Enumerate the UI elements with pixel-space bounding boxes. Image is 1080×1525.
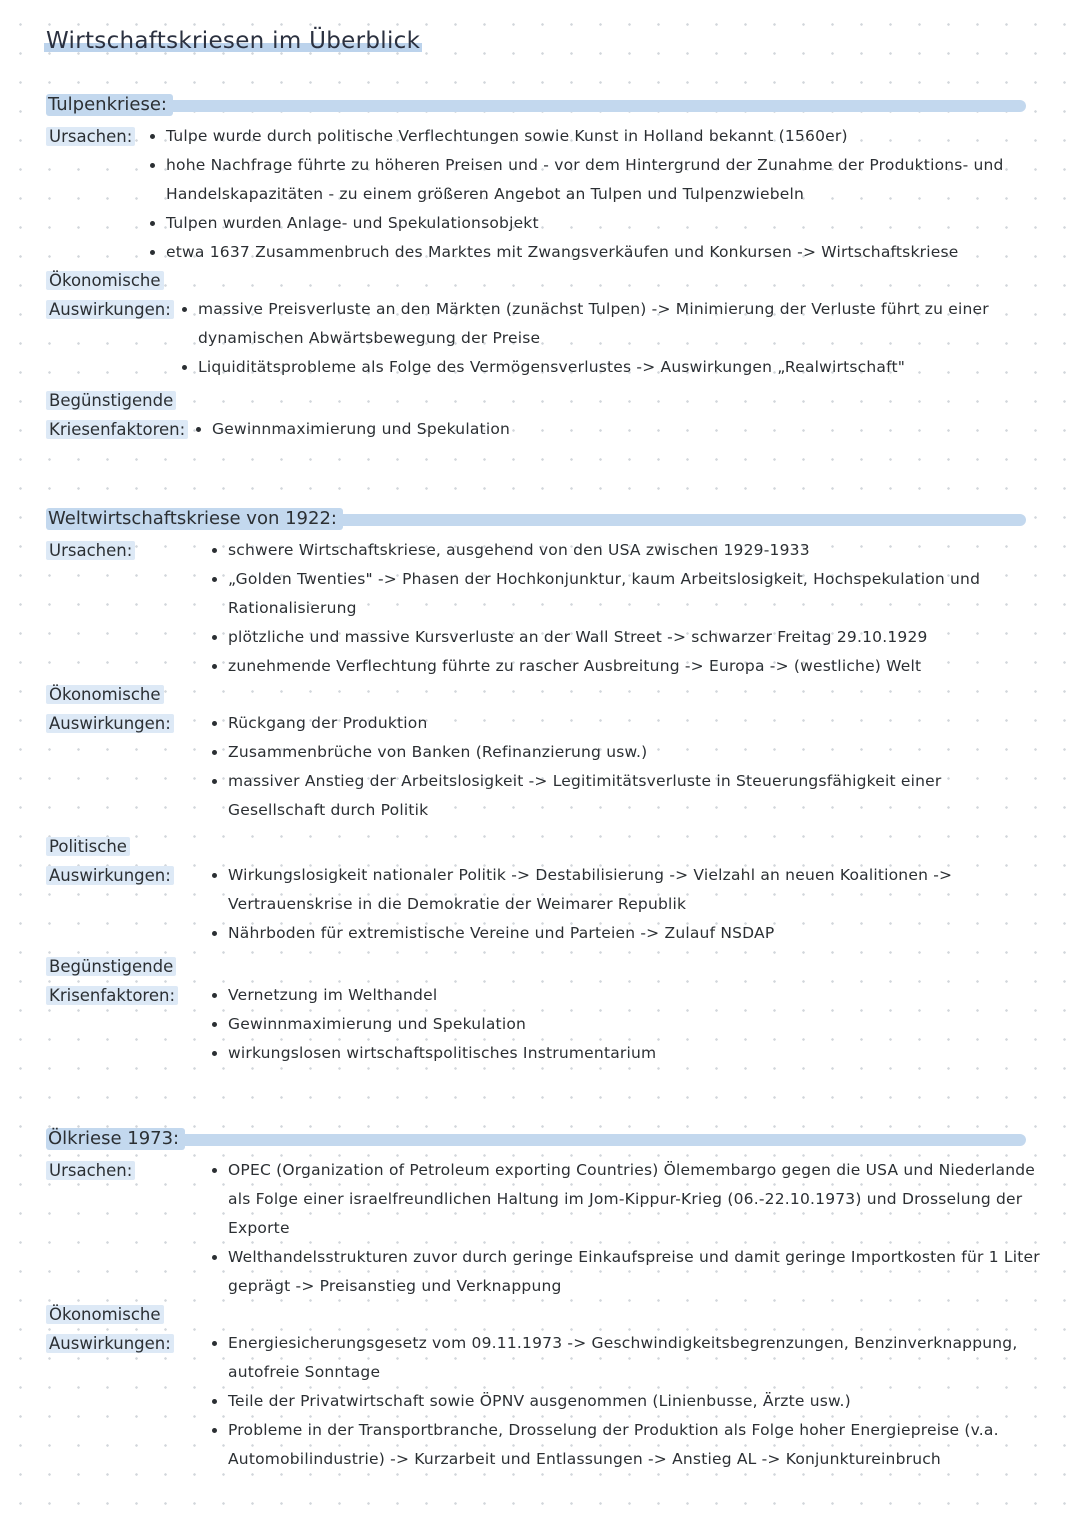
heading-underline: [46, 100, 1026, 112]
list-item: Vernetzung im Welthandel: [210, 981, 1040, 1010]
group-label: Ökonomische Auswirkungen:: [46, 680, 174, 738]
group-label: Ursachen:: [46, 536, 135, 565]
group-label: Begünstigende Kriesenfaktoren:: [46, 386, 188, 444]
item-list: [148, 122, 1040, 267]
list-item: Probleme in der Transportbranche, Drosselung der Produktion als Folge hoher Energiepreise (v.a. Automobilindustrie) -> Kurzarbeit und Entlassungen -> Anstieg AL -> Konjunktureinbruch: [210, 1416, 1040, 1474]
list-item: Tulpe wurde durch politische Verflechtungen sowie Kunst in Holland bekannt (1560er): [148, 122, 1040, 151]
list-item: Energiesicherungsgesetz vom 09.11.1973 -> Geschwindigkeitsbegrenzungen, Benzinverknappung, autofreie Sonntage: [210, 1329, 1040, 1387]
group-label: Ursachen:: [46, 1156, 135, 1185]
section-heading-bar: [46, 508, 1026, 530]
list-item: Gewinnmaximierung und Spekulation: [194, 415, 1040, 444]
section-heading: Ölkriese 1973:: [46, 1128, 185, 1150]
item-list: [210, 861, 1040, 948]
list-item: OPEC (Organization of Petroleum exporting Countries) Ölemembargo gegen die USA und Niederlande als Folge einer israelfreundlichen Haltung im Jom-Kippur-Krieg (06.-22.10.1973) und Drosselung der Exporte: [210, 1156, 1040, 1243]
item-list: [210, 536, 1040, 681]
group-label: Ökonomische Auswirkungen:: [46, 1300, 174, 1358]
section-heading-bar: [46, 1128, 1026, 1150]
group-label: Ökonomische Auswirkungen:: [46, 266, 174, 324]
section-heading-bar: [46, 94, 1026, 116]
page-title: Wirtschaftskriesen im Überblick: [46, 28, 421, 54]
list-item: massive Preisverluste an den Märkten (zunächst Tulpen) -> Minimierung der Verluste führt zu einer dynamischen Abwärtsbewegung der Preise: [180, 295, 1040, 353]
item-list: [210, 1156, 1040, 1301]
list-item: Liquiditätsprobleme als Folge des Vermögensverlustes -> Auswirkungen „Realwirtschaft": [180, 353, 1040, 382]
list-item: Tulpen wurden Anlage- und Spekulationsobjekt: [148, 209, 1040, 238]
item-list: [210, 981, 1040, 1068]
list-item: Rückgang der Produktion: [210, 709, 1040, 738]
list-item: wirkungslosen wirtschaftspolitisches Instrumentarium: [210, 1039, 1040, 1068]
list-item: massiver Anstieg der Arbeitslosigkeit -> Legitimitätsverluste in Steuerungsfähigkeit einer Gesellschaft durch Politik: [210, 767, 1040, 825]
heading-underline: [46, 1134, 1026, 1146]
item-list: [194, 415, 1040, 444]
list-item: Gewinnmaximierung und Spekulation: [210, 1010, 1040, 1039]
list-item: plötzliche und massive Kursverluste an der Wall Street -> schwarzer Freitag 29.10.1929: [210, 623, 1040, 652]
item-list: [180, 295, 1040, 382]
list-item: hohe Nachfrage führte zu höheren Preisen und - vor dem Hintergrund der Zunahme der Produktions- und Handelskapazitäten - zu einem größeren Angebot an Tulpen und Tulpenzwiebeln: [148, 151, 1040, 209]
item-list: [210, 709, 1040, 825]
section-heading: Weltwirtschaftskriese von 1922:: [46, 508, 343, 530]
section-heading: Tulpenkriese:: [46, 94, 173, 116]
list-item: Welthandelsstrukturen zuvor durch geringe Einkaufspreise und damit geringe Importkosten für 1 Liter geprägt -> Preisanstieg und Verknappung: [210, 1243, 1040, 1301]
list-item: „Golden Twenties" -> Phasen der Hochkonjunktur, kaum Arbeitslosigkeit, Hochspekulation und Rationalisierung: [210, 565, 1040, 623]
list-item: Teile der Privatwirtschaft sowie ÖPNV ausgenommen (Linienbusse, Ärzte usw.): [210, 1387, 1040, 1416]
list-item: Nährboden für extremistische Vereine und Parteien -> Zulauf NSDAP: [210, 919, 1040, 948]
item-list: [210, 1329, 1040, 1474]
list-item: schwere Wirtschaftskriese, ausgehend von den USA zwischen 1929-1933: [210, 536, 1040, 565]
group-label: Begünstigende Krisenfaktoren:: [46, 952, 178, 1010]
list-item: Wirkungslosigkeit nationaler Politik -> Destabilisierung -> Vielzahl an neuen Koalitionen -> Vertrauenskrise in die Demokratie der Weimarer Republik: [210, 861, 1040, 919]
list-item: zunehmende Verflechtung führte zu rascher Ausbreitung -> Europa -> (westliche) Welt: [210, 652, 1040, 681]
list-item: etwa 1637 Zusammenbruch des Marktes mit Zwangsverkäufen und Konkursen -> Wirtschaftskriese: [148, 238, 1040, 267]
group-label: Politische Auswirkungen:: [46, 832, 174, 890]
group-label: Ursachen:: [46, 122, 135, 151]
list-item: Zusammenbrüche von Banken (Refinanzierung usw.): [210, 738, 1040, 767]
